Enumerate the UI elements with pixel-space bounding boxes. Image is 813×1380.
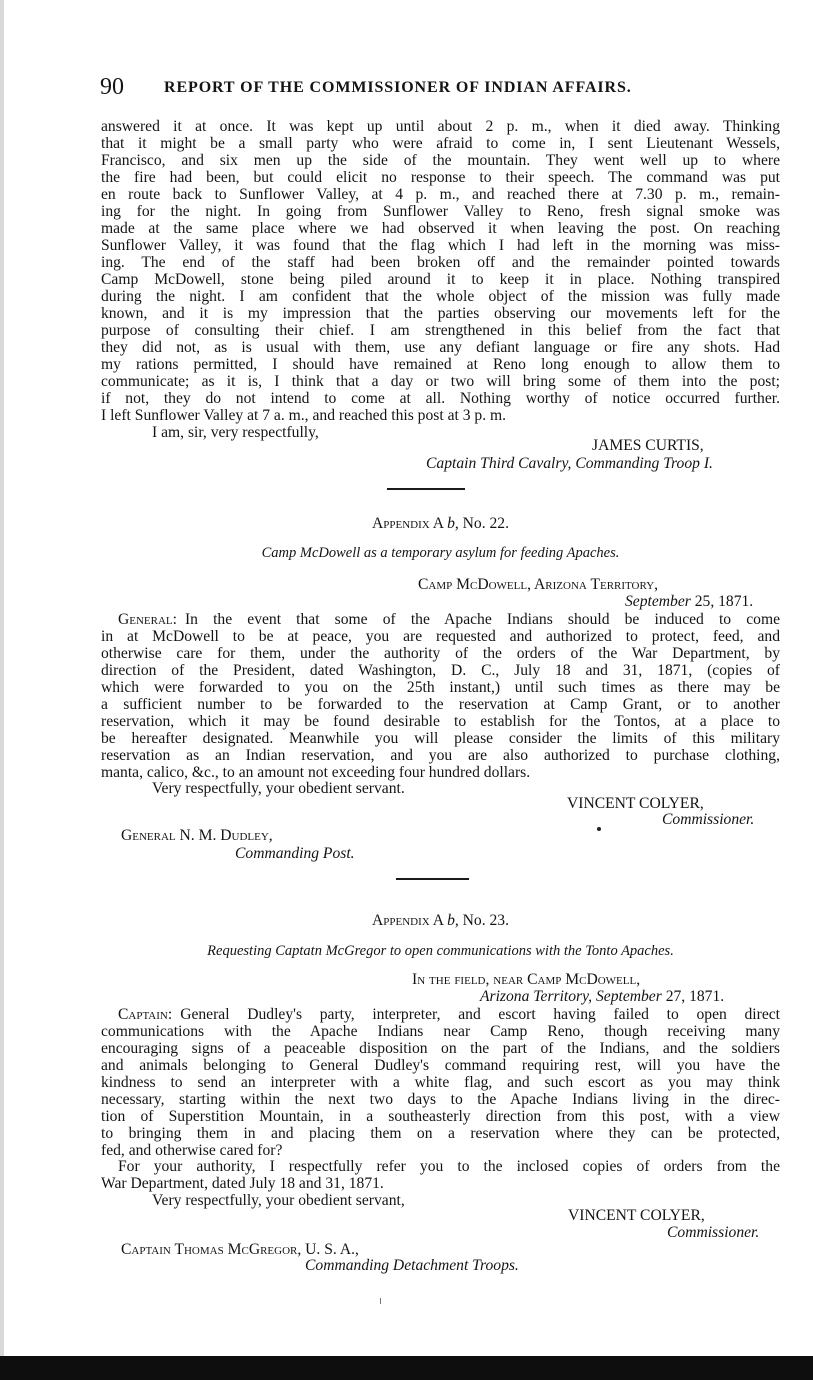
appendix-heading (101, 515, 780, 533)
addressee-title: Commanding Detachment Troops. (305, 1257, 519, 1274)
signature-title: Captain Third Cavalry, Commanding Troop I. (426, 455, 713, 472)
addressee-name: Captain Thomas McGregor, U. S. A., (121, 1241, 359, 1258)
addressee-title: Commanding Post. (235, 845, 355, 862)
text-line: answered it at once. It was kept up until about 2 p. m., when it died away. Thinking (101, 118, 780, 135)
text-line: my rations permitted, I should have remained at Reno long enough to allow them to (101, 356, 780, 373)
place-line: Camp McDowell, Arizona Territory, (418, 576, 659, 593)
signature-title: Commissioner. (662, 811, 755, 828)
text-line: which were forwarded to you on the 25th instant,) until such times as there may be (101, 679, 780, 696)
date-month: Arizona Territory, September (480, 988, 662, 1005)
text-line: in at McDowell to be at peace, you are requested and authorized to protect, feed, and (101, 628, 780, 645)
closing: I am, sir, very respectfully, (152, 424, 319, 441)
text-line: en route back to Sunflower Valley, at 4 p. m., and reached there at 7.30 p. m., remain- (101, 186, 780, 203)
text-line: encouraging signs of a peaceable disposition on the part of the Indians, and the soldiers (101, 1040, 780, 1057)
text-line: ing. The end of the staff had been broken off and the remainder pointed towards (101, 254, 780, 271)
text-line: purpose of consulting their chief. I am strengthened in this belief from the fact that (101, 322, 780, 339)
appendix-number: , No. 23. (454, 912, 510, 929)
text-line: communications with the Apache Indians near Camp Reno, though receiving many (101, 1023, 780, 1040)
closing: Very respectfully, your obedient servant, (152, 1192, 405, 1209)
text-line: tion of Superstition Mountain, in a southeasterly direction from this post, with a view (101, 1108, 780, 1125)
text-line: reservation as an Indian reservation, and you are also authorized to purchase clothing, (101, 747, 780, 764)
text-line: fed, and otherwise cared for? (101, 1142, 283, 1159)
date-line (625, 593, 753, 610)
text-line: communicate; as it is, I think that a day or two will bring some of them into the post; (101, 373, 780, 390)
text-line: known, and it is my impression that the parties observing our movements left for the (101, 305, 780, 322)
section-divider (396, 878, 469, 880)
page-header (100, 74, 760, 102)
appendix-sub: b (447, 912, 455, 929)
appendix-letter: A (432, 515, 444, 532)
appendix-letter: A (432, 912, 444, 929)
running-title: REPORT OF THE COMMISSIONER OF INDIAN AFFAIRS. (164, 79, 632, 96)
salutation-line (118, 611, 780, 628)
text-line: In the event that some of the Apache Indians should be induced to come (184, 611, 780, 628)
date-month: September (625, 593, 691, 610)
text-line: For your authority, I respectfully refer you to the inclosed copies of orders from the (118, 1158, 780, 1175)
text-line: they did not, as is usual with them, use any defiant language or fire any shots. Had (101, 339, 780, 356)
closing: Very respectfully, your obedient servant. (152, 780, 405, 797)
section-divider (387, 488, 465, 490)
appendix-caption: Requesting Captatn McGregor to open communications with the Tonto Apaches. (207, 943, 674, 959)
place-line: In the field, near Camp McDowell, (412, 971, 641, 988)
text-line: ing for the night. In going from Sunflower Valley to Reno, fresh signal smoke was (101, 203, 780, 220)
text-line: a sufficient number to be forwarded to the reservation at Camp Grant, or to another (101, 696, 780, 713)
text-line: Francisco, and six men up the side of the mountain. They went well up to where (101, 152, 780, 169)
text-line: manta, calico, &c., to an amount not exceeding four hundred dollars. (101, 764, 531, 781)
text-line: kindness to send an interpreter with a white flag, and such escort as you may think (101, 1074, 780, 1091)
text-line: I left Sunflower Valley at 7 a. m., and reached this post at 3 p. m. (101, 407, 507, 424)
text-line: direction of the President, dated Washington, D. C., July 18 and 31, 1871, (copies of (101, 662, 780, 679)
text-line: the fire had been, but could elicit no response to their speech. The command was put (101, 169, 780, 186)
signature-title: Commissioner. (667, 1224, 760, 1241)
text-line: if not, they do not intend to come at all. Nothing worthy of notice occurred further. (101, 390, 780, 407)
text-line: that it might be a small party who were afraid to come in, I sent Lieutenant Wessels, (101, 135, 780, 152)
appendix-label: Appendix (371, 912, 430, 929)
salutation: Captain: (118, 1006, 173, 1023)
date-line (480, 988, 724, 1005)
date-rest: 27, 1871. (661, 988, 725, 1005)
scan-bottom-edge (0, 1356, 813, 1380)
page-left-edge (0, 0, 4, 1380)
appendix-sub: b (447, 515, 455, 532)
text-line: General Dudley's party, interpreter, and escort having failed to open direct (180, 1006, 780, 1023)
text-line: to bringing them in and placing them on a reservation where they can be protected, (101, 1125, 780, 1142)
text-line: be hereafter designated. Meanwhile you will please consider the limits of this military (101, 730, 780, 747)
salutation: General: (118, 611, 177, 628)
signature-name: VINCENT COLYER, (567, 795, 704, 812)
signature-name: JAMES CURTIS, (592, 437, 704, 454)
appendix-heading (101, 912, 780, 930)
text-line: Sunflower Valley, it was found that the flag which I had left in the morning was miss- (101, 237, 780, 254)
text-line: otherwise care for them, under the authority of the orders of the War Department, by (101, 645, 780, 662)
appendix-caption: Camp McDowell as a temporary asylum for feeding Apaches. (261, 545, 620, 561)
text-line: necessary, starting within the next two days to the Apache Indians living in the direc- (101, 1091, 780, 1108)
appendix-number: , No. 22. (454, 515, 510, 532)
text-line: Camp McDowell, stone being piled around it to keep it in place. Nothing transpired (101, 271, 780, 288)
addressee-name: General N. M. Dudley, (121, 827, 273, 844)
appendix-label: Appendix (371, 515, 430, 532)
stray-mark (597, 827, 601, 831)
text-line: made at the same place where we had observed it when leaving the post. On reaching (101, 220, 780, 237)
text-line: and animals belonging to General Dudley's command requiring rest, will you have the (101, 1057, 780, 1074)
salutation-line (118, 1006, 780, 1023)
text-line: War Department, dated July 18 and 31, 1871. (101, 1175, 384, 1192)
stray-mark (380, 1298, 381, 1304)
signature-name: VINCENT COLYER, (568, 1207, 705, 1224)
text-line: during the night. I am confident that the whole object of the mission was fully made (101, 288, 780, 305)
date-rest: 25, 1871. (690, 593, 754, 610)
text-line: reservation, which it may be found desirable to establish for the Tontos, at a place to (101, 713, 780, 730)
page-number: 90 (100, 74, 124, 100)
